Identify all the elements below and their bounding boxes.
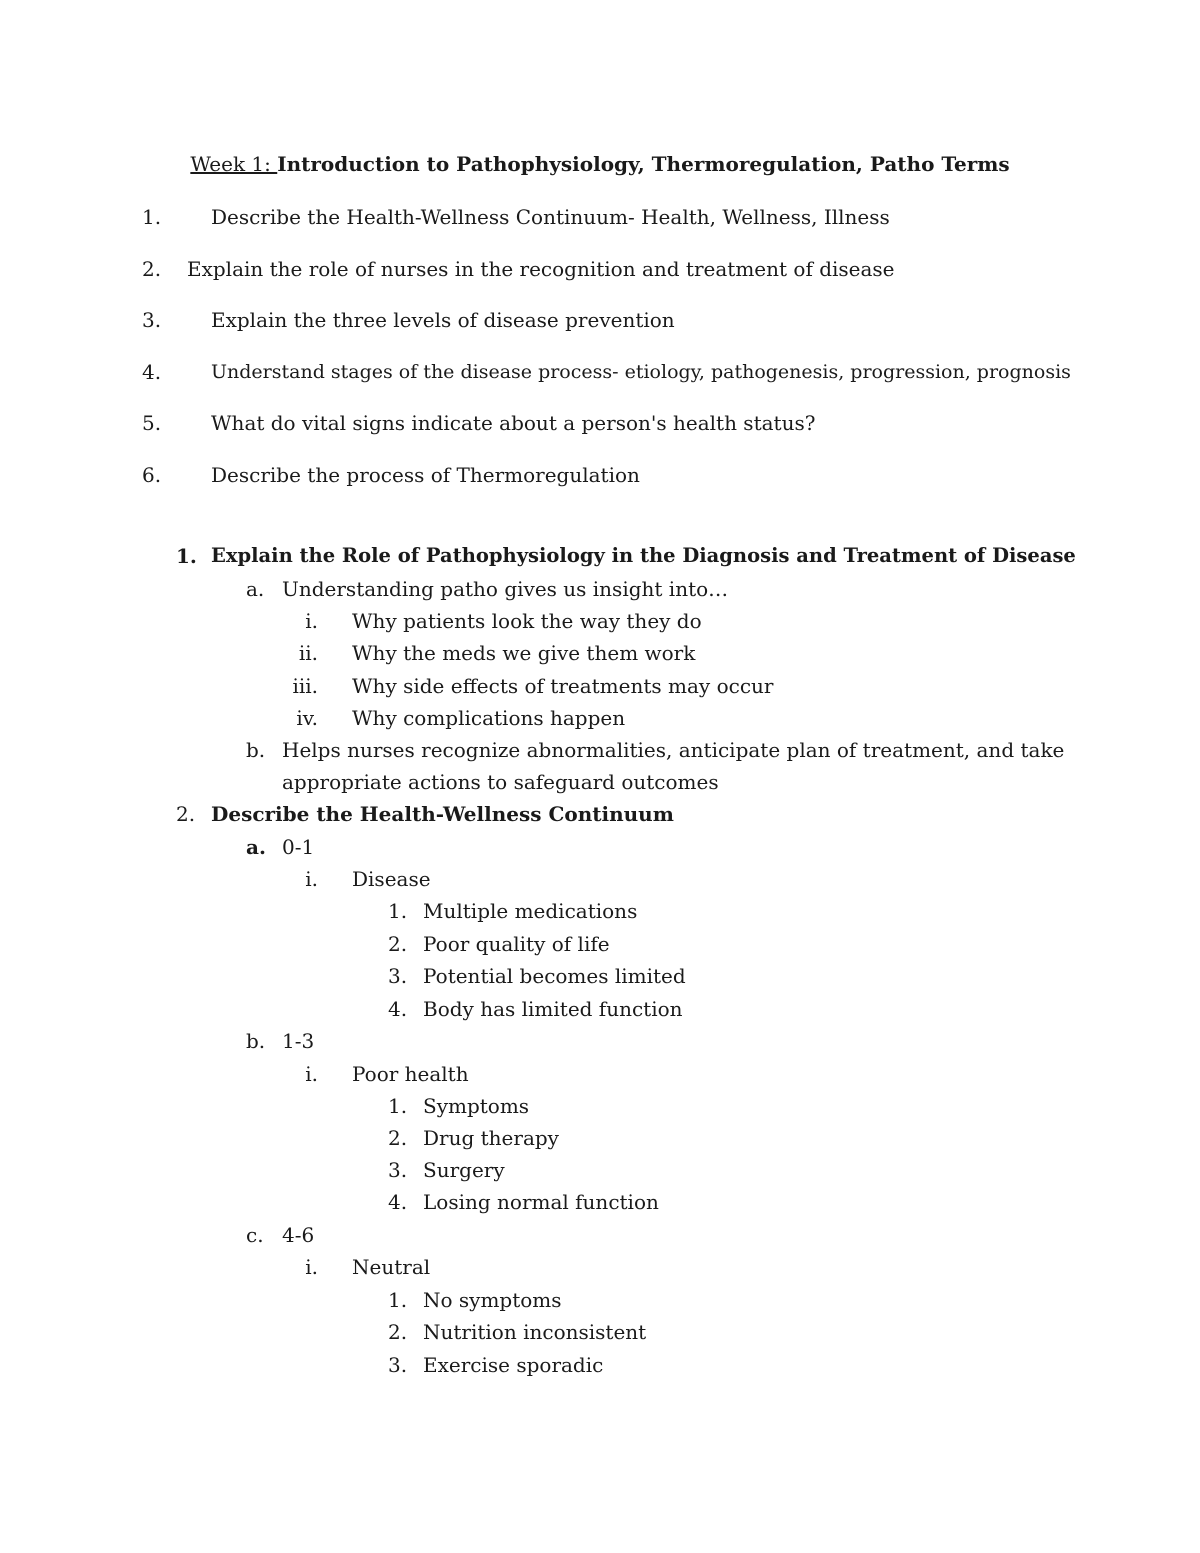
subitem-label: iv. — [296, 706, 318, 730]
list-number: 4. — [388, 1190, 408, 1214]
list-number: 3. — [388, 1158, 408, 1182]
subitem-label: iii. — [292, 674, 318, 698]
objective-number: 6. — [142, 463, 162, 487]
item-text-continued: appropriate actions to safeguard outcomes — [282, 770, 719, 794]
objective-text: What do vital signs indicate about a person's health status? — [211, 411, 816, 435]
subitem-label: i. — [305, 867, 318, 891]
list-number: 3. — [388, 1353, 408, 1377]
title-week-label: Week 1: — [190, 152, 278, 176]
list-number: 3. — [388, 964, 408, 988]
list-number: 2. — [388, 932, 408, 956]
objective-text: Understand stages of the disease process- etiology, pathogenesis, progression, prognosis — [211, 361, 1071, 383]
list-item: Potential becomes limited — [423, 964, 686, 988]
list-number: 1. — [388, 1288, 408, 1312]
list-item: Symptoms — [423, 1094, 530, 1118]
item-text: Helps nurses recognize abnormalities, anticipate plan of treatment, and take — [282, 738, 1065, 762]
section-heading: Explain the Role of Pathophysiology in the Diagnosis and Treatment of Disease — [211, 544, 1076, 567]
list-number: 2. — [388, 1126, 408, 1150]
list-item: Poor quality of life — [423, 932, 610, 956]
section-number: 1. — [176, 544, 197, 568]
list-item: Losing normal function — [423, 1190, 659, 1214]
subitem-label: ii. — [298, 641, 318, 665]
item-label: a. — [246, 577, 265, 601]
item-label: c. — [246, 1223, 264, 1247]
subitem-label: i. — [305, 1255, 318, 1279]
objective-text: Explain the three levels of disease prevention — [211, 308, 675, 332]
list-item: Nutrition inconsistent — [423, 1320, 647, 1344]
objective-text: Describe the process of Thermoregulation — [211, 463, 640, 487]
page-title — [0, 152, 1200, 176]
section-heading: Describe the Health-Wellness Continuum — [211, 802, 674, 826]
item-text: 1-3 — [282, 1029, 315, 1053]
objective-text: Describe the Health-Wellness Continuum- Health, Wellness, Illness — [211, 205, 890, 229]
list-item: Body has limited function — [423, 997, 683, 1021]
subitem-text: Why the meds we give them work — [352, 641, 696, 665]
subitem-text: Poor health — [352, 1062, 469, 1086]
item-text: 4-6 — [282, 1223, 315, 1247]
item-text: 0-1 — [282, 835, 315, 859]
item-label: a. — [246, 835, 266, 859]
title-main: Introduction to Pathophysiology, Thermoregulation, Patho Terms — [277, 152, 1010, 176]
list-item: Exercise sporadic — [423, 1353, 604, 1377]
list-item: Drug therapy — [423, 1126, 559, 1150]
list-number: 1. — [388, 899, 408, 923]
objective-number: 3. — [142, 308, 162, 332]
subitem-text: Disease — [352, 867, 431, 891]
list-item: Surgery — [423, 1158, 505, 1182]
list-number: 1. — [388, 1094, 408, 1118]
subitem-text: Neutral — [352, 1255, 431, 1279]
objective-text: Explain the role of nurses in the recognition and treatment of disease — [187, 257, 895, 281]
list-item: Multiple medications — [423, 899, 638, 923]
objective-number: 2. — [142, 257, 162, 281]
subitem-text: Why side effects of treatments may occur — [352, 674, 774, 698]
item-text: Understanding patho gives us insight into… — [282, 577, 729, 601]
objective-number: 4. — [142, 360, 162, 384]
list-item: No symptoms — [423, 1288, 562, 1312]
item-label: b. — [246, 1029, 266, 1053]
section-number: 2. — [176, 802, 196, 826]
subitem-label: i. — [305, 1062, 318, 1086]
subitem-text: Why complications happen — [352, 706, 626, 730]
subitem-text: Why patients look the way they do — [352, 609, 702, 633]
list-number: 4. — [388, 997, 408, 1021]
objective-number: 5. — [142, 411, 162, 435]
item-label: b. — [246, 738, 266, 762]
list-number: 2. — [388, 1320, 408, 1344]
objective-number: 1. — [142, 205, 162, 229]
subitem-label: i. — [305, 609, 318, 633]
